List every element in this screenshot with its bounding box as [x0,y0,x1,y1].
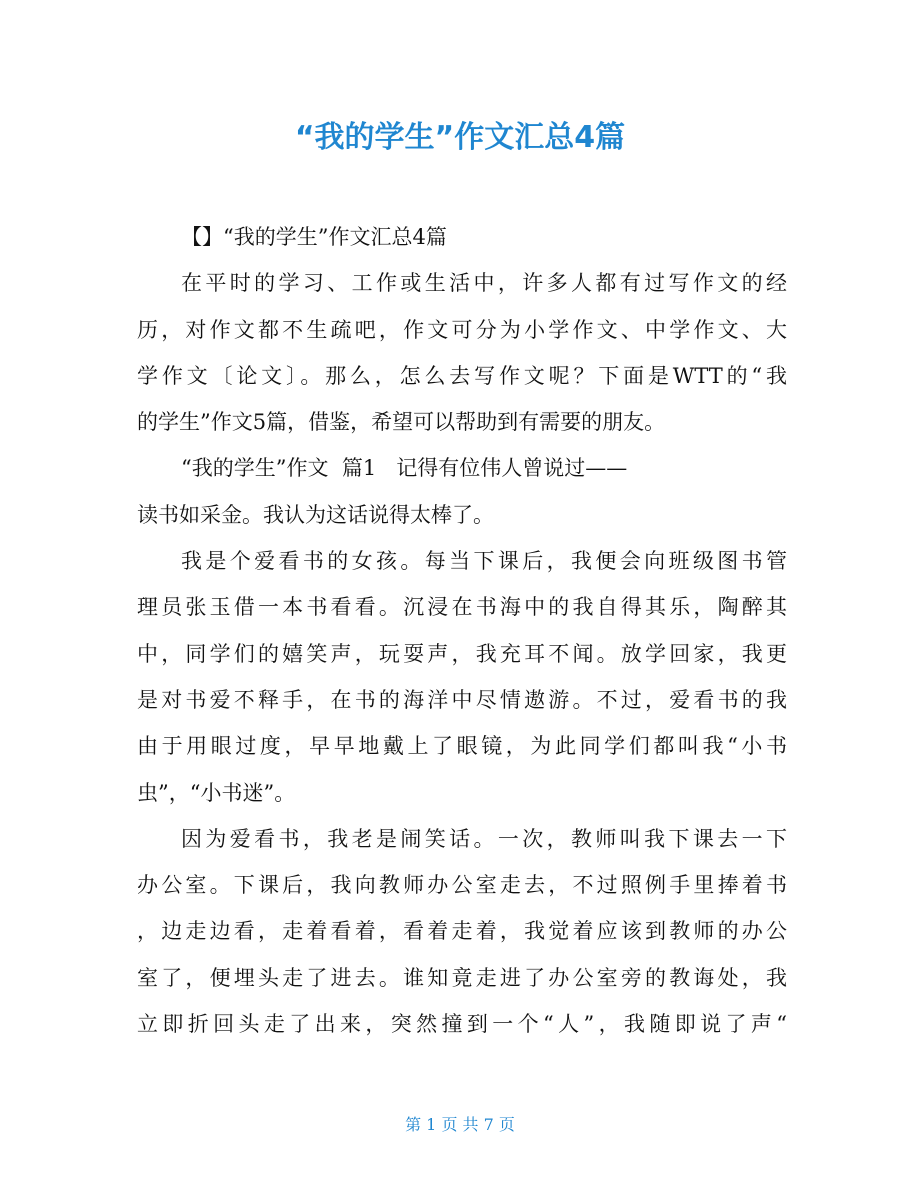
text-line: 学作文〔论文〕。那么，怎么去写作文呢？下面是WTT的“我 [137,363,787,388]
text-line: 在平时的学习、工作或生活中，许多人都有过写作文的经 [181,271,787,296]
document-body [137,214,787,1047]
text-line: 立即折回头走了出来，突然撞到一个“人”，我随即说了声“ [137,1012,787,1037]
page-number-footer: 第 1 页 共 7 页 [405,1115,515,1134]
text-line: 历，对作文都不生疏吧，作文可分为小学作文、中学作文、大 [137,317,787,342]
text-line: 因为爱看书，我老是闹笑话。一次，教师叫我下课去一下 [181,826,787,851]
text-line: ，边走边看，走着看着，看着走着，我觉着应该到教师的办公 [137,919,787,944]
text-line: 室了，便埋头走了进去。谁知竟走进了办公室旁的教诲处，我 [137,965,787,990]
text-line: 我是个爱看书的女孩。每当下课后，我便会向班级图书管 [181,549,787,574]
document-title: “我的学生”作文汇总4篇 [294,120,626,155]
text-line: “我的学生”作文 篇1 记得有位伟人曾说过—— [181,456,628,481]
text-line: 中，同学们的嬉笑声，玩耍声，我充耳不闻。放学回家，我更 [137,641,787,666]
text-line: 读书如采金。我认为这话说得太棒了。 [137,502,494,527]
text-line: 办公室。下课后，我向教师办公室走去，不过照例手里捧着书 [137,873,787,898]
text-line: 的学生”作文5篇，借鉴，希望可以帮助到有需要的朋友。 [137,410,666,435]
text-line: 虫”，“小书迷”。 [137,780,296,805]
text-line: 由于用眼过度，早早地戴上了眼镜，为此同学们都叫我“小书 [137,734,787,759]
text-line: 理员张玉借一本书看看。沉浸在书海中的我自得其乐，陶醉其 [137,595,787,620]
text-line: 是对书爱不释手，在书的海洋中尽情遨游。不过，爱看书的我 [137,687,787,712]
text-line: 【】“我的学生”作文汇总4篇 [181,225,447,249]
